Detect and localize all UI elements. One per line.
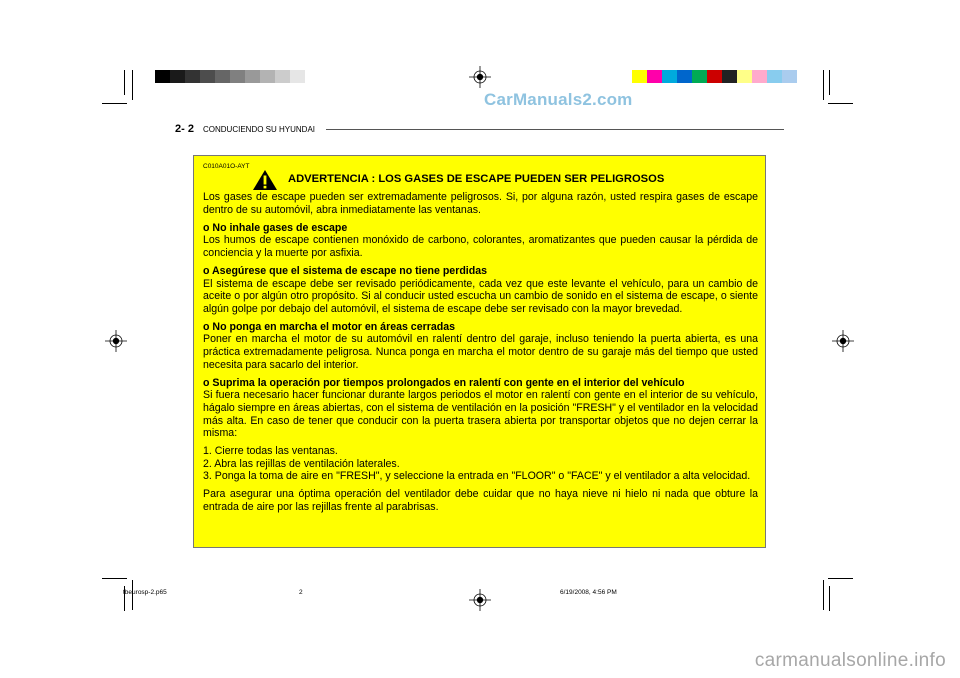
calibration-swatch — [782, 70, 797, 83]
registration-target-icon — [105, 330, 127, 352]
header-rule — [326, 129, 784, 130]
calibration-swatch — [677, 70, 692, 83]
calibration-swatch — [245, 70, 260, 83]
section-title: o Suprima la operación por tiempos prolongados en ralentí con gente en el interior del vehículo — [203, 376, 685, 389]
footer-watermark[interactable]: carmanualsonline.info — [754, 650, 946, 671]
warning-content — [203, 191, 758, 519]
section-body: Los humos de escape contienen monóxido de carbono, colorantes, aromatizantes que pueden causar la pérdida de conciencia y la muerte por asfixia. — [203, 234, 758, 259]
calibration-swatch — [200, 70, 215, 83]
intro-paragraph: Los gases de escape pueden ser extremadamente peligrosos. Si, por alguna razón, usted respira gases de escape dentro de su automóvil, abra inmediatamente las ventanas. — [203, 191, 758, 216]
section-title: CONDUCIENDO SU HYUNDAI — [203, 125, 316, 134]
calibration-swatch — [662, 70, 677, 83]
warning-code: C010A01O-AYT — [203, 163, 250, 170]
color-calibration-bar — [632, 70, 797, 83]
calibration-swatch — [737, 70, 752, 83]
registration-target-icon — [832, 330, 854, 352]
calibration-swatch — [647, 70, 662, 83]
section-paragraph — [203, 321, 758, 371]
section-title: o No ponga en marcha el motor en áreas cerradas — [203, 320, 455, 333]
calibration-swatch — [707, 70, 722, 83]
warning-triangle-icon — [252, 169, 278, 191]
calibration-swatch — [230, 70, 245, 83]
closing-paragraph: Para asegurar una óptima operación del ventilador debe cuidar que no haya nieve ni hielo ni nada que obture la entrada de aire por las rejillas frente al parabrisas. — [203, 488, 758, 514]
calibration-swatch — [722, 70, 737, 83]
section-paragraph — [203, 377, 758, 440]
warning-box — [193, 155, 766, 548]
watermark-logo[interactable]: CarManuals2.com — [484, 90, 633, 109]
list-item: 1. Cierre todas las ventanas. — [203, 445, 338, 458]
list-item: 2. Abra las rejillas de ventilación laterales. — [203, 457, 400, 470]
section-body: Poner en marcha el motor de su automóvil en ralentí dentro del garaje, incluso teniendo la puerta abierta, es una práctica extremadamente peligrosa. Nunca ponga en marcha el motor dentro de su garaje más del tiempo que usted necesita para sacarlo del interior. — [203, 333, 758, 371]
calibration-swatch — [275, 70, 290, 83]
page-number: 2- 2 — [175, 123, 194, 135]
calibration-swatch — [290, 70, 305, 83]
calibration-swatch — [185, 70, 200, 83]
steps-list — [203, 445, 758, 483]
list-item: 3. Ponga la toma de aire en "FRESH", y seleccione la entrada en "FLOOR" o "FACE" y el ventilador a alta velocidad. — [203, 470, 751, 483]
slug-filename: tbeurosp-2.p65 — [123, 589, 167, 596]
registration-target-icon — [469, 66, 491, 88]
section-paragraph — [203, 222, 758, 260]
calibration-swatch — [155, 70, 170, 83]
section-body: El sistema de escape debe ser revisado periódicamente, cada vez que este levante el vehículo, para un cambio de aceite o por algún otro propósito. Si al conducir usted escucha un cambio de sonido en el sistema de escape, o siente algún golpe por debajo del automóvil, el sistema de escape debe ser revisado con la mayor brevedad. — [203, 277, 758, 315]
calibration-swatch — [305, 70, 320, 83]
calibration-swatch — [752, 70, 767, 83]
slug-datetime: 6/19/2008, 4:56 PM — [560, 589, 617, 596]
section-title: o No inhale gases de escape — [203, 221, 348, 234]
section-title: o Asegúrese que el sistema de escape no tiene perdidas — [203, 264, 487, 277]
registration-target-icon — [469, 589, 491, 611]
calibration-swatch — [215, 70, 230, 83]
calibration-swatch — [260, 70, 275, 83]
section-paragraph — [203, 265, 758, 315]
calibration-swatch — [692, 70, 707, 83]
slug-page: 2 — [299, 589, 303, 596]
grayscale-calibration-bar — [155, 70, 320, 83]
warning-heading: ADVERTENCIA : LOS GASES DE ESCAPE PUEDEN SER PELIGROSOS — [288, 173, 665, 185]
calibration-swatch — [170, 70, 185, 83]
calibration-swatch — [767, 70, 782, 83]
calibration-swatch — [632, 70, 647, 83]
section-body: Si fuera necesario hacer funcionar durante largos periodos el motor en ralentí con gente en el interior de su vehículo, hágalo siempre en áreas abiertas, con el sistema de ventilación en la posición "FRESH" y el ventilador en la velocidad más alta. En caso de tener que conducir con la puerta trasera abierta por transportar objetos que no dejen cerrar la misma: — [203, 389, 758, 440]
